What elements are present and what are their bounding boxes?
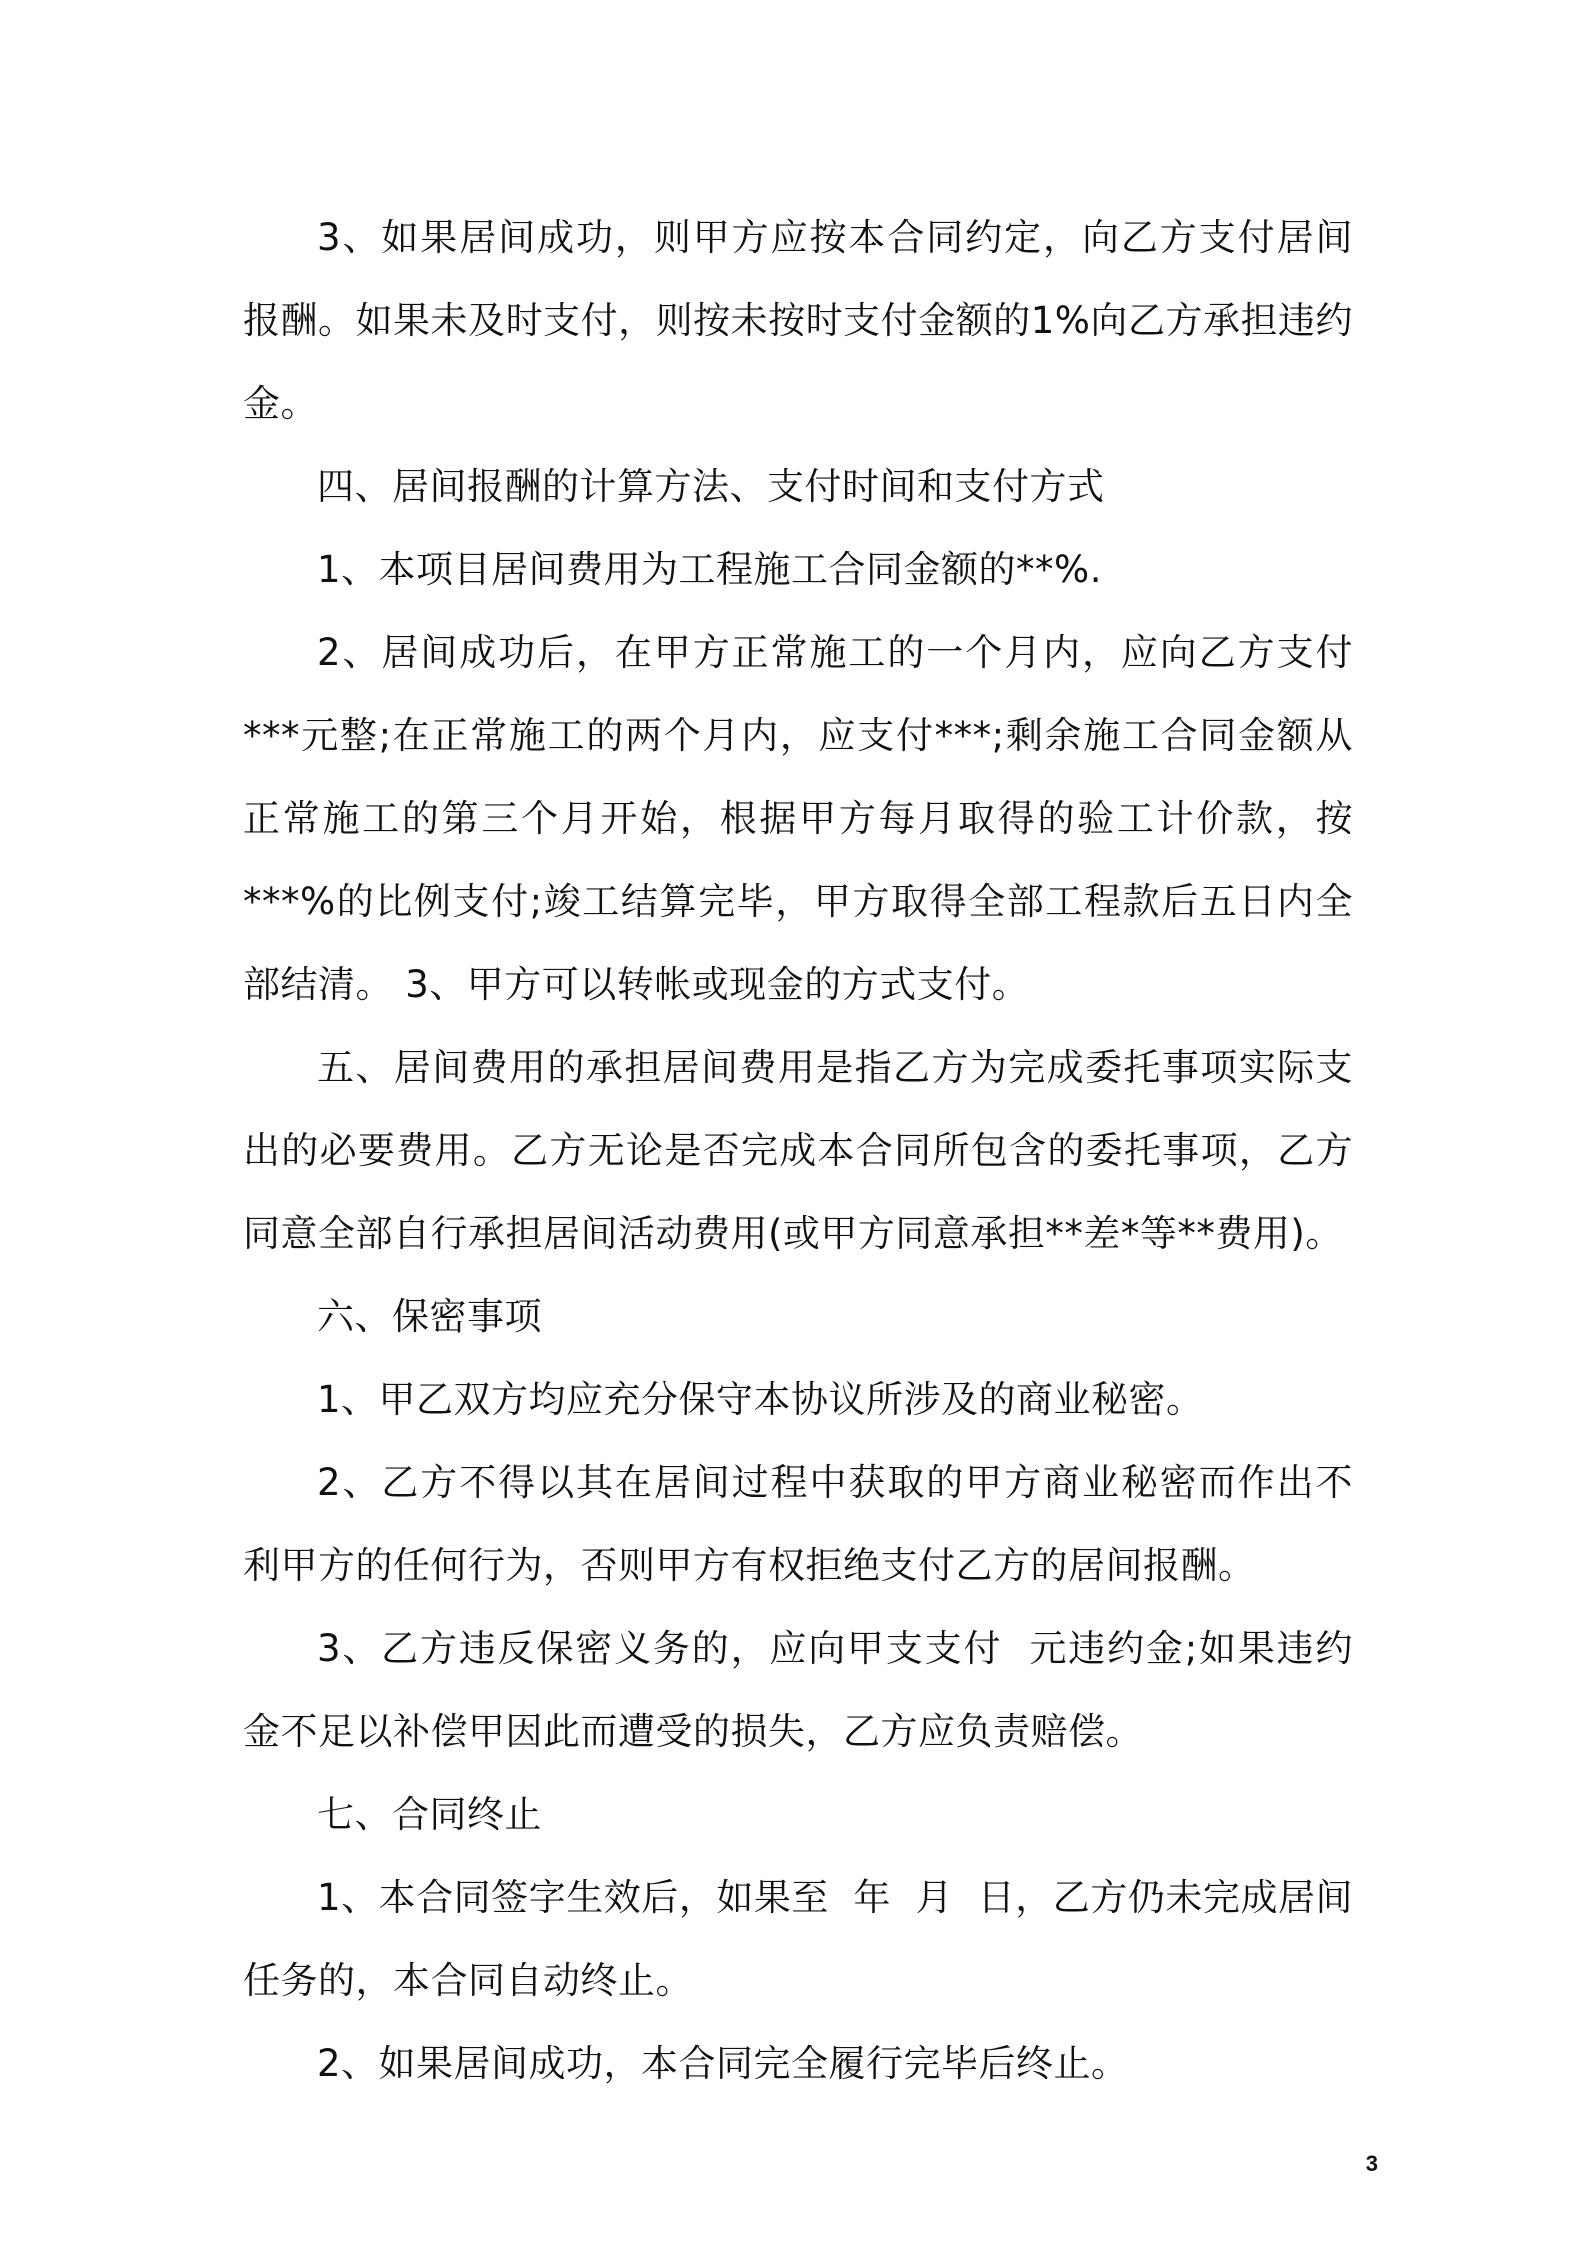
page-number: 3 xyxy=(1365,2151,1378,2176)
clause-7-2-paragraph: 2、如果居间成功，本合同完全履行完毕后终止。 xyxy=(317,2042,1129,2085)
clause-6-1-paragraph: 1、甲乙双方均应充分保守本协议所涉及的商业秘密。 xyxy=(317,1378,1204,1421)
document-body xyxy=(243,196,1353,2105)
clause-7-1-paragraph: 1、本合同签字生效后，如果至 年 月 日，乙方仍未完成居间任务的，本合同自动终止。 xyxy=(243,1876,1353,2002)
clause-4-2-paragraph: 2、居间成功后，在甲方正常施工的一个月内，应向乙方支付***元整;在正常施工的两个月内，应支付***;剩余施工合同金额从正常施工的第三个月开始，根据甲方每月取得的验工计价款，按***%的比例支付;竣工结算完毕，甲方取得全部工程款后五日内全部结清。 3、甲方可以转帐或现金的方式支付。 xyxy=(243,631,1353,1006)
clause-4-1-paragraph: 1、本项目居间费用为工程施工合同金额的**%. xyxy=(317,548,1102,591)
clause-3-paragraph: 3、如果居间成功，则甲方应按本合同约定，向乙方支付居间报酬。如果未及时支付，则按未按时支付金额的1%向乙方承担违约金。 xyxy=(243,216,1353,425)
section-heading-7: 七、合同终止 xyxy=(317,1793,542,1836)
clause-6-2-paragraph: 2、乙方不得以其在居间过程中获取的甲方商业秘密而作出不利甲方的任何行为，否则甲方有权拒绝支付乙方的居间报酬。 xyxy=(243,1461,1353,1587)
clause-6-3-paragraph: 3、乙方违反保密义务的，应向甲支支付 元违约金;如果违约金不足以补偿甲因此而遭受的损失，乙方应负责赔偿。 xyxy=(243,1627,1353,1753)
section-heading-6: 六、保密事项 xyxy=(317,1295,542,1338)
section-heading-4: 四、居间报酬的计算方法、支付时间和支付方式 xyxy=(317,465,1105,508)
section-5-paragraph: 五、居间费用的承担居间费用是指乙方为完成委托事项实际支出的必要费用。乙方无论是否完成本合同所包含的委托事项，乙方同意全部自行承担居间活动费用(或甲方同意承担**差*等**费用)。 xyxy=(243,1046,1353,1255)
